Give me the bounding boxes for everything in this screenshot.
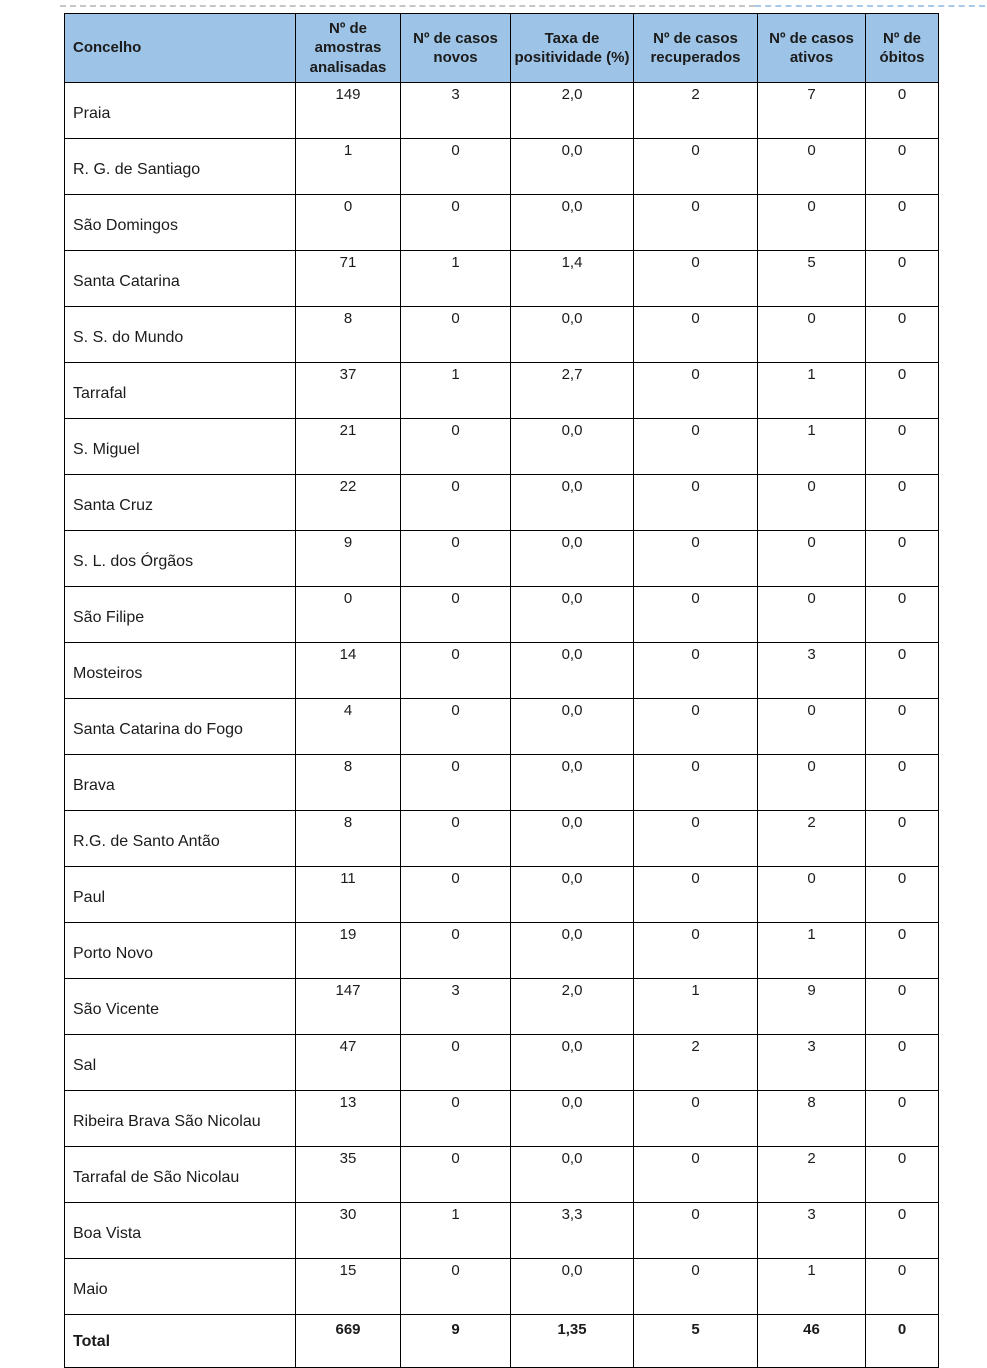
- table-row: [65, 867, 939, 923]
- total-label: Total: [65, 1315, 296, 1368]
- cell-amostras: 149: [296, 83, 401, 139]
- cell-recuperados: 0: [634, 531, 758, 587]
- cell-obitos: 0: [866, 1091, 939, 1147]
- cell-amostras: 8: [296, 755, 401, 811]
- cell-taxa: 2,0: [511, 83, 634, 139]
- cell-taxa: 0,0: [511, 811, 634, 867]
- cell-amostras: 0: [296, 195, 401, 251]
- cell-recuperados: 2: [634, 83, 758, 139]
- cell-novos: 0: [401, 195, 511, 251]
- cell-obitos: 0: [866, 643, 939, 699]
- cell-taxa: 0,0: [511, 755, 634, 811]
- cell-recuperados: 0: [634, 1203, 758, 1259]
- cell-obitos: 0: [866, 811, 939, 867]
- cell-taxa: 0,0: [511, 587, 634, 643]
- cell-ativos: 0: [758, 755, 866, 811]
- cell-recuperados: 0: [634, 811, 758, 867]
- cell-taxa: 0,0: [511, 1035, 634, 1091]
- table-row: [65, 923, 939, 979]
- cell-recuperados: 0: [634, 1147, 758, 1203]
- cell-ativos: 1: [758, 923, 866, 979]
- cell-concelho: Santa Cruz: [65, 475, 296, 531]
- table-row: [65, 643, 939, 699]
- cell-taxa: 0,0: [511, 307, 634, 363]
- cell-obitos: 0: [866, 531, 939, 587]
- cell-recuperados: 2: [634, 1035, 758, 1091]
- cell-recuperados: 0: [634, 251, 758, 307]
- cell-ativos: 9: [758, 979, 866, 1035]
- cell-ativos: 0: [758, 867, 866, 923]
- cell-amostras: 147: [296, 979, 401, 1035]
- cell-taxa: 1,35: [511, 1315, 634, 1368]
- cell-novos: 0: [401, 419, 511, 475]
- cell-recuperados: 1: [634, 979, 758, 1035]
- table-row: [65, 195, 939, 251]
- cell-ativos: 0: [758, 699, 866, 755]
- cell-amostras: 11: [296, 867, 401, 923]
- cell-obitos: 0: [866, 83, 939, 139]
- cell-obitos: 0: [866, 867, 939, 923]
- cell-taxa: 0,0: [511, 475, 634, 531]
- cell-amostras: 0: [296, 587, 401, 643]
- cell-novos: 1: [401, 251, 511, 307]
- cell-recuperados: 0: [634, 475, 758, 531]
- cell-amostras: 30: [296, 1203, 401, 1259]
- cell-amostras: 35: [296, 1147, 401, 1203]
- cell-obitos: 0: [866, 195, 939, 251]
- cell-recuperados: 0: [634, 867, 758, 923]
- cell-taxa: 1,4: [511, 251, 634, 307]
- cell-novos: 0: [401, 923, 511, 979]
- cell-concelho: São Domingos: [65, 195, 296, 251]
- cell-recuperados: 0: [634, 139, 758, 195]
- cell-taxa: 3,3: [511, 1203, 634, 1259]
- cell-obitos: 0: [866, 475, 939, 531]
- cell-concelho: Santa Catarina: [65, 251, 296, 307]
- column-header-concelho: Concelho: [65, 14, 296, 83]
- cell-concelho: Sal: [65, 1035, 296, 1091]
- table-row: [65, 587, 939, 643]
- cell-taxa: 2,7: [511, 363, 634, 419]
- cell-concelho: R. G. de Santiago: [65, 139, 296, 195]
- cell-ativos: 46: [758, 1315, 866, 1368]
- table-row: [65, 1259, 939, 1315]
- cell-novos: 1: [401, 1203, 511, 1259]
- cell-novos: 0: [401, 307, 511, 363]
- cell-obitos: 0: [866, 755, 939, 811]
- cell-obitos: 0: [866, 923, 939, 979]
- column-header-amostras: Nº de amostras analisadas: [296, 14, 401, 83]
- cell-novos: 3: [401, 979, 511, 1035]
- cell-recuperados: 0: [634, 923, 758, 979]
- cell-ativos: 0: [758, 139, 866, 195]
- cell-recuperados: 0: [634, 1259, 758, 1315]
- table-row: [65, 1147, 939, 1203]
- cell-amostras: 13: [296, 1091, 401, 1147]
- cell-novos: 0: [401, 699, 511, 755]
- cell-taxa: 2,0: [511, 979, 634, 1035]
- cell-taxa: 0,0: [511, 1259, 634, 1315]
- cell-concelho: Tarrafal de São Nicolau: [65, 1147, 296, 1203]
- cell-ativos: 8: [758, 1091, 866, 1147]
- cell-amostras: 9: [296, 531, 401, 587]
- cell-ativos: 0: [758, 307, 866, 363]
- cell-ativos: 3: [758, 1035, 866, 1091]
- cell-taxa: 0,0: [511, 139, 634, 195]
- cell-ativos: 0: [758, 531, 866, 587]
- cell-recuperados: 0: [634, 643, 758, 699]
- cell-recuperados: 0: [634, 1091, 758, 1147]
- cell-taxa: 0,0: [511, 419, 634, 475]
- cell-concelho: S. Miguel: [65, 419, 296, 475]
- column-header-recuperados: Nº de casos recuperados: [634, 14, 758, 83]
- cell-concelho: Brava: [65, 755, 296, 811]
- table-row: [65, 1035, 939, 1091]
- cell-concelho: São Vicente: [65, 979, 296, 1035]
- cell-concelho: Mosteiros: [65, 643, 296, 699]
- cell-obitos: 0: [866, 1035, 939, 1091]
- cell-ativos: 1: [758, 363, 866, 419]
- cell-concelho: Boa Vista: [65, 1203, 296, 1259]
- cell-obitos: 0: [866, 139, 939, 195]
- cell-novos: 0: [401, 139, 511, 195]
- cell-novos: 9: [401, 1315, 511, 1368]
- cell-novos: 0: [401, 531, 511, 587]
- cell-amostras: 14: [296, 643, 401, 699]
- cell-amostras: 8: [296, 811, 401, 867]
- cell-concelho: São Filipe: [65, 587, 296, 643]
- table-row: [65, 1203, 939, 1259]
- cell-recuperados: 0: [634, 419, 758, 475]
- cell-recuperados: 0: [634, 195, 758, 251]
- table-row: [65, 811, 939, 867]
- table-row: [65, 419, 939, 475]
- cell-taxa: 0,0: [511, 867, 634, 923]
- table-row: [65, 475, 939, 531]
- dashed-line-decoration: [60, 5, 755, 7]
- table-row: [65, 979, 939, 1035]
- cell-amostras: 19: [296, 923, 401, 979]
- cell-novos: 0: [401, 1259, 511, 1315]
- cell-recuperados: 0: [634, 755, 758, 811]
- cell-amostras: 1: [296, 139, 401, 195]
- cell-novos: 0: [401, 643, 511, 699]
- covid-concelho-table: [64, 13, 939, 1368]
- dashed-line-decoration-blue: [755, 5, 985, 7]
- cell-novos: 0: [401, 587, 511, 643]
- table-row: [65, 531, 939, 587]
- cell-concelho: Santa Catarina do Fogo: [65, 699, 296, 755]
- cell-recuperados: 0: [634, 587, 758, 643]
- cell-novos: 0: [401, 755, 511, 811]
- cell-recuperados: 5: [634, 1315, 758, 1368]
- cell-novos: 0: [401, 1091, 511, 1147]
- cell-novos: 0: [401, 867, 511, 923]
- cell-taxa: 0,0: [511, 1091, 634, 1147]
- cell-novos: 0: [401, 1147, 511, 1203]
- cell-taxa: 0,0: [511, 643, 634, 699]
- cell-amostras: 22: [296, 475, 401, 531]
- cell-taxa: 0,0: [511, 1147, 634, 1203]
- cell-novos: 0: [401, 811, 511, 867]
- cell-ativos: 2: [758, 1147, 866, 1203]
- column-header-novos: Nº de casos novos: [401, 14, 511, 83]
- cell-concelho: R.G. de Santo Antão: [65, 811, 296, 867]
- cell-concelho: Porto Novo: [65, 923, 296, 979]
- cell-obitos: 0: [866, 1315, 939, 1368]
- cell-ativos: 0: [758, 195, 866, 251]
- cell-obitos: 0: [866, 419, 939, 475]
- cell-taxa: 0,0: [511, 531, 634, 587]
- table-row: [65, 755, 939, 811]
- table-row: [65, 251, 939, 307]
- cell-amostras: 47: [296, 1035, 401, 1091]
- table-row: [65, 139, 939, 195]
- cell-ativos: 1: [758, 419, 866, 475]
- cell-amostras: 4: [296, 699, 401, 755]
- cell-novos: 1: [401, 363, 511, 419]
- table-row: [65, 83, 939, 139]
- cell-ativos: 5: [758, 251, 866, 307]
- cell-obitos: 0: [866, 1203, 939, 1259]
- cell-ativos: 0: [758, 475, 866, 531]
- cell-ativos: 3: [758, 1203, 866, 1259]
- cell-novos: 0: [401, 475, 511, 531]
- cell-concelho: S. S. do Mundo: [65, 307, 296, 363]
- cell-recuperados: 0: [634, 699, 758, 755]
- column-header-ativos: Nº de casos ativos: [758, 14, 866, 83]
- cell-obitos: 0: [866, 587, 939, 643]
- table-row: [65, 307, 939, 363]
- column-header-obitos: Nº de óbitos: [866, 14, 939, 83]
- cell-amostras: 21: [296, 419, 401, 475]
- cell-obitos: 0: [866, 363, 939, 419]
- cell-concelho: Tarrafal: [65, 363, 296, 419]
- cell-concelho: S. L. dos Órgãos: [65, 531, 296, 587]
- cell-taxa: 0,0: [511, 923, 634, 979]
- cell-concelho: Maio: [65, 1259, 296, 1315]
- cell-ativos: 1: [758, 1259, 866, 1315]
- cell-recuperados: 0: [634, 363, 758, 419]
- table-row: [65, 1091, 939, 1147]
- cell-taxa: 0,0: [511, 699, 634, 755]
- cell-concelho: Praia: [65, 83, 296, 139]
- total-row: [65, 1315, 939, 1368]
- cell-obitos: 0: [866, 251, 939, 307]
- cell-novos: 0: [401, 1035, 511, 1091]
- cell-amostras: 8: [296, 307, 401, 363]
- cell-amostras: 71: [296, 251, 401, 307]
- cell-obitos: 0: [866, 307, 939, 363]
- cell-obitos: 0: [866, 699, 939, 755]
- cell-amostras: 15: [296, 1259, 401, 1315]
- cell-concelho: Ribeira Brava São Nicolau: [65, 1091, 296, 1147]
- cell-novos: 3: [401, 83, 511, 139]
- cell-obitos: 0: [866, 1147, 939, 1203]
- cell-ativos: 2: [758, 811, 866, 867]
- table-row: [65, 699, 939, 755]
- column-header-taxa: Taxa de positividade (%): [511, 14, 634, 83]
- table-row: [65, 363, 939, 419]
- cell-ativos: 3: [758, 643, 866, 699]
- cell-amostras: 669: [296, 1315, 401, 1368]
- cell-ativos: 0: [758, 587, 866, 643]
- cell-obitos: 0: [866, 1259, 939, 1315]
- cell-obitos: 0: [866, 979, 939, 1035]
- cell-taxa: 0,0: [511, 195, 634, 251]
- cell-concelho: Paul: [65, 867, 296, 923]
- header-row: [65, 14, 939, 83]
- cell-ativos: 7: [758, 83, 866, 139]
- cell-amostras: 37: [296, 363, 401, 419]
- cell-recuperados: 0: [634, 307, 758, 363]
